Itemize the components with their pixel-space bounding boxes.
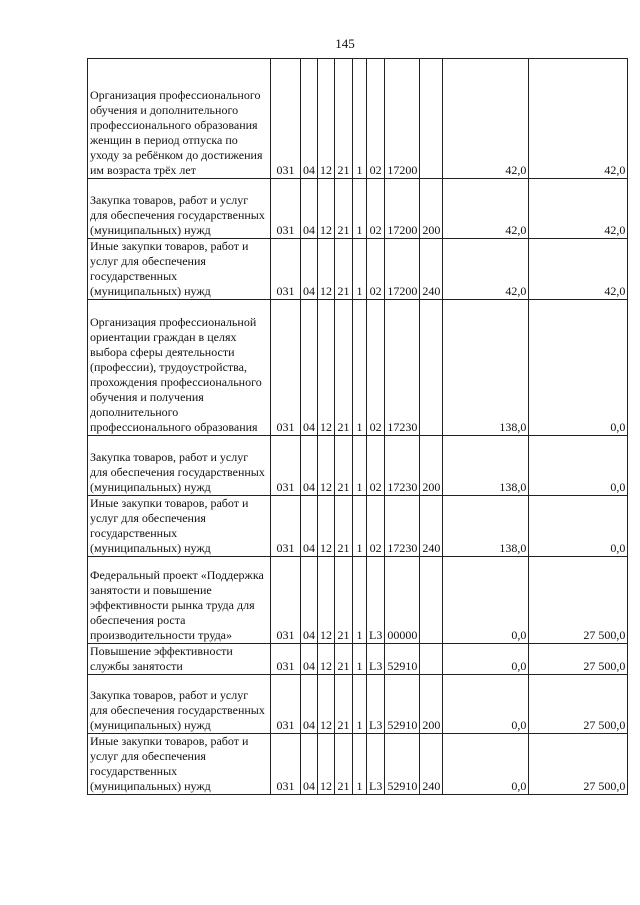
code-expense: 52910 <box>385 675 420 734</box>
table-row <box>88 496 628 557</box>
item-name: Закупка товаров, работ и услуг для обеспечения государственных (муниципальных) нужд <box>88 179 271 239</box>
amount-year-2: 0,0 <box>529 496 628 557</box>
code-subsection: 12 <box>318 436 335 496</box>
code-section: 04 <box>301 734 318 795</box>
item-name: Федеральный проект «Поддержка занятости и повышение эффективности рынка труда для обеспечения роста производительности труда» <box>88 557 271 644</box>
table-row <box>88 300 628 436</box>
table-row <box>88 644 628 675</box>
code-grbs: 031 <box>271 734 301 795</box>
code-expense-type: 200 <box>420 179 443 239</box>
code-section: 04 <box>301 300 318 436</box>
code-direction: 02 <box>367 239 385 300</box>
table-row <box>88 436 628 496</box>
table-row <box>88 59 628 179</box>
code-program: 21 <box>335 436 353 496</box>
amount-year-1: 0,0 <box>443 644 529 675</box>
item-name: Иные закупки товаров, работ и услуг для обеспечения государственных (муниципальных) нужд <box>88 496 271 557</box>
amount-year-2: 0,0 <box>529 300 628 436</box>
amount-year-1: 0,0 <box>443 734 529 795</box>
code-subprogram: 1 <box>353 675 367 734</box>
amount-year-2: 42,0 <box>529 239 628 300</box>
code-subsection: 12 <box>318 557 335 644</box>
item-name: Организация профессиональной ориентации граждан в целях выбора сферы деятельности (профессии), трудоустройства, прохождения профессионального обучения и получения дополнительного профессионального образования <box>88 300 271 436</box>
code-expense-type <box>420 300 443 436</box>
code-subprogram: 1 <box>353 436 367 496</box>
amount-year-1: 138,0 <box>443 300 529 436</box>
page-number: 145 <box>335 36 355 51</box>
code-program: 21 <box>335 734 353 795</box>
amount-year-1: 42,0 <box>443 59 529 179</box>
code-section: 04 <box>301 557 318 644</box>
code-expense: 17200 <box>385 59 420 179</box>
code-expense: 17230 <box>385 300 420 436</box>
item-name: Иные закупки товаров, работ и услуг для обеспечения государственных (муниципальных) нужд <box>88 239 271 300</box>
amount-year-2: 27 500,0 <box>529 675 628 734</box>
code-section: 04 <box>301 59 318 179</box>
amount-year-1: 0,0 <box>443 675 529 734</box>
code-subprogram: 1 <box>353 300 367 436</box>
code-expense-type <box>420 59 443 179</box>
code-program: 21 <box>335 239 353 300</box>
code-section: 04 <box>301 496 318 557</box>
table-row <box>88 734 628 795</box>
code-expense: 52910 <box>385 644 420 675</box>
code-grbs: 031 <box>271 644 301 675</box>
code-expense: 00000 <box>385 557 420 644</box>
code-expense-type: 200 <box>420 436 443 496</box>
item-name: Закупка товаров, работ и услуг для обеспечения государственных (муниципальных) нужд <box>88 675 271 734</box>
code-subsection: 12 <box>318 496 335 557</box>
code-program: 21 <box>335 644 353 675</box>
code-program: 21 <box>335 179 353 239</box>
amount-year-1: 42,0 <box>443 179 529 239</box>
amount-year-2: 42,0 <box>529 179 628 239</box>
code-expense-type: 240 <box>420 496 443 557</box>
code-subsection: 12 <box>318 239 335 300</box>
amount-year-2: 0,0 <box>529 436 628 496</box>
code-section: 04 <box>301 239 318 300</box>
table-row <box>88 239 628 300</box>
code-subsection: 12 <box>318 734 335 795</box>
code-subprogram: 1 <box>353 644 367 675</box>
item-name: Организация профессионального обучения и дополнительного профессионального образования женщин в период отпуска по уходу за ребёнком до достижения им возраста трёх лет <box>88 59 271 179</box>
code-grbs: 031 <box>271 179 301 239</box>
item-name: Повышение эффективности службы занятости <box>88 644 271 675</box>
code-program: 21 <box>335 557 353 644</box>
code-subsection: 12 <box>318 675 335 734</box>
code-program: 21 <box>335 300 353 436</box>
amount-year-1: 138,0 <box>443 436 529 496</box>
code-grbs: 031 <box>271 557 301 644</box>
code-direction: 02 <box>367 496 385 557</box>
code-grbs: 031 <box>271 59 301 179</box>
code-expense-type <box>420 557 443 644</box>
code-subsection: 12 <box>318 179 335 239</box>
code-grbs: 031 <box>271 496 301 557</box>
code-expense: 17230 <box>385 496 420 557</box>
table-row <box>88 557 628 644</box>
code-subprogram: 1 <box>353 734 367 795</box>
code-grbs: 031 <box>271 436 301 496</box>
amount-year-1: 42,0 <box>443 239 529 300</box>
code-expense: 52910 <box>385 734 420 795</box>
code-direction: L3 <box>367 734 385 795</box>
code-direction: 02 <box>367 436 385 496</box>
code-grbs: 031 <box>271 239 301 300</box>
amount-year-2: 27 500,0 <box>529 734 628 795</box>
code-program: 21 <box>335 675 353 734</box>
code-subprogram: 1 <box>353 179 367 239</box>
code-grbs: 031 <box>271 300 301 436</box>
code-expense-type: 200 <box>420 675 443 734</box>
code-program: 21 <box>335 59 353 179</box>
code-direction: L3 <box>367 675 385 734</box>
code-expense: 17230 <box>385 436 420 496</box>
code-section: 04 <box>301 675 318 734</box>
code-section: 04 <box>301 179 318 239</box>
amount-year-2: 27 500,0 <box>529 557 628 644</box>
code-direction: 02 <box>367 300 385 436</box>
code-expense: 17200 <box>385 179 420 239</box>
amount-year-2: 27 500,0 <box>529 644 628 675</box>
table-row <box>88 179 628 239</box>
amount-year-1: 138,0 <box>443 496 529 557</box>
code-section: 04 <box>301 644 318 675</box>
code-expense-type: 240 <box>420 239 443 300</box>
code-subprogram: 1 <box>353 557 367 644</box>
item-name: Иные закупки товаров, работ и услуг для обеспечения государственных (муниципальных) нужд <box>88 734 271 795</box>
code-section: 04 <box>301 436 318 496</box>
table-row <box>88 675 628 734</box>
code-direction: 02 <box>367 59 385 179</box>
code-expense-type: 240 <box>420 734 443 795</box>
code-subprogram: 1 <box>353 239 367 300</box>
code-grbs: 031 <box>271 675 301 734</box>
budget-table <box>87 58 628 795</box>
amount-year-2: 42,0 <box>529 59 628 179</box>
amount-year-1: 0,0 <box>443 557 529 644</box>
code-subsection: 12 <box>318 644 335 675</box>
code-subprogram: 1 <box>353 496 367 557</box>
code-subprogram: 1 <box>353 59 367 179</box>
code-direction: 02 <box>367 179 385 239</box>
code-expense-type <box>420 644 443 675</box>
code-expense: 17200 <box>385 239 420 300</box>
code-program: 21 <box>335 496 353 557</box>
code-direction: L3 <box>367 557 385 644</box>
code-subsection: 12 <box>318 300 335 436</box>
item-name: Закупка товаров, работ и услуг для обеспечения государственных (муниципальных) нужд <box>88 436 271 496</box>
code-subsection: 12 <box>318 59 335 179</box>
code-direction: L3 <box>367 644 385 675</box>
